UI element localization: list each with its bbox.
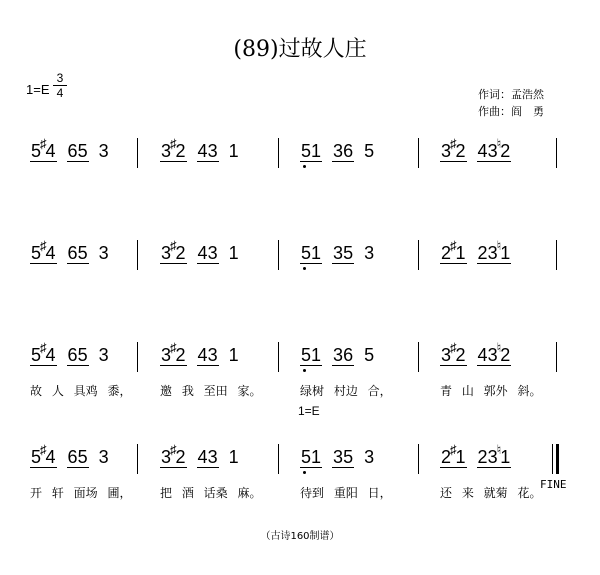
measure-notes [300,447,374,467]
note [99,447,109,467]
note-digit: 5 [31,345,42,365]
beamed-note-group [67,345,89,366]
note-digit: 3 [98,345,109,365]
key-signature: 1=E [26,82,50,97]
score-row [0,444,600,484]
lyric-line: 青 山 郭外 斜。 [440,384,542,398]
barline [137,444,138,474]
note-digit: 5 [77,141,88,161]
barline [278,444,279,474]
beamed-note-group [332,345,354,366]
measure-notes [160,442,239,469]
score-row [0,138,600,178]
note-spacer [219,447,229,467]
measure-notes [160,136,239,163]
note [364,141,374,161]
note-digit: 5 [364,141,375,161]
note-digit: 4 [477,345,488,365]
beamed-note-group [477,238,512,264]
beamed-note-group [197,141,219,162]
final-barline [556,444,559,474]
lyric-line: 开 轩 面场 圃， [30,486,132,500]
note-digit: 5 [343,447,354,467]
sharp-accidental-icon: ♯ [170,442,177,457]
note [99,141,109,161]
footer-note: （古诗160制谱） [260,531,340,542]
note-digit: 5 [301,141,312,161]
measure-notes [300,141,374,161]
note-spacer [354,345,364,365]
sharp-accidental-icon: ♯ [450,442,457,457]
note-digit: 3 [333,447,344,467]
measure-notes [440,340,511,367]
measure-notes [30,136,109,163]
note-digit: 5 [343,243,354,263]
barline [278,240,279,270]
beamed-note-group [477,442,512,468]
note-digit: 4 [197,447,208,467]
song-title: (89)过故人庄 [233,37,367,62]
measure-notes [30,442,109,469]
note-digit: 3 [207,345,218,365]
note-spacer [89,243,99,263]
note-digit: 2 [500,141,511,161]
note-digit: 2 [500,345,511,365]
note-digit: 3 [441,141,452,161]
measure-notes [440,136,511,163]
barline [137,240,138,270]
beamed-note-group [197,345,219,366]
note-digit: 3 [487,141,498,161]
note-digit: 1 [228,243,239,263]
note-digit: 5 [301,447,312,467]
beamed-note-group [332,141,354,162]
natural-accidental-icon: ♮ [496,136,502,151]
note-spacer [187,243,197,263]
note-digit: 3 [364,243,375,263]
note-digit: 3 [161,345,172,365]
measure-notes [30,238,109,265]
barline [552,444,553,474]
beamed-note-group [300,345,322,366]
barline [556,342,557,372]
sharp-accidental-icon: ♯ [450,238,457,253]
barline [278,342,279,372]
note-digit: 3 [441,345,452,365]
note-digit: 1 [228,345,239,365]
barline [556,138,557,168]
note [229,243,239,263]
note-digit: 2 [441,447,452,467]
note-spacer [354,141,364,161]
beamed-note-group [440,340,467,366]
beamed-note-group [440,238,467,264]
low-octave-dot [303,267,306,270]
lyric-line: 绿树 村边 合， [300,384,392,398]
lyric-line: 邀 我 至田 家。 [160,384,262,398]
beamed-note-group [300,243,322,264]
note-digit: 2 [175,141,186,161]
beamed-note-group [197,243,219,264]
modulation-key: 1=E [298,404,320,418]
beamed-note-group [332,243,354,264]
note-digit: 1 [311,345,322,365]
beamed-note-group [440,442,467,468]
note-digit: 3 [487,447,498,467]
note [364,243,374,263]
note-digit: 1 [455,447,466,467]
measure-notes [300,345,374,365]
barline [418,342,419,372]
note-digit: 3 [161,447,172,467]
beamed-note-group [477,340,512,366]
note-digit: 1 [311,141,322,161]
note-spacer [89,345,99,365]
note-digit: 3 [207,141,218,161]
note-digit: 5 [301,243,312,263]
measure-notes [440,238,511,265]
note-digit: 5 [77,345,88,365]
note-digit: 5 [31,447,42,467]
note-digit: 4 [477,141,488,161]
beamed-note-group [477,136,512,162]
time-signature-top: 3 [53,71,67,86]
note-digit: 1 [500,243,511,263]
note-digit: 3 [487,243,498,263]
low-octave-dot [303,369,306,372]
sharp-accidental-icon: ♯ [40,442,47,457]
lyric-line: 还 来 就菊 花。 [440,486,542,500]
sharp-accidental-icon: ♯ [170,340,177,355]
lyric-line: 把 酒 话桑 麻。 [160,486,262,500]
sharp-accidental-icon: ♯ [450,136,457,151]
note-digit: 1 [311,243,322,263]
beamed-note-group [160,340,187,366]
note-spacer [219,243,229,263]
sharp-accidental-icon: ♯ [40,136,47,151]
barline [137,138,138,168]
note-digit: 3 [333,345,344,365]
note-spacer [57,447,67,467]
note-spacer [322,243,332,263]
barline [418,138,419,168]
note-spacer [219,345,229,365]
note-digit: 3 [161,243,172,263]
note-digit: 3 [161,141,172,161]
note [229,345,239,365]
beamed-note-group [30,238,57,264]
note-spacer [322,141,332,161]
beamed-note-group [300,141,322,162]
beamed-note-group [67,447,89,468]
beamed-note-group [67,141,89,162]
note-digit: 5 [301,345,312,365]
note-digit: 5 [31,141,42,161]
note-spacer [467,243,477,263]
note-digit: 4 [197,345,208,365]
note [99,345,109,365]
lyric-line: 待到 重阳 日， [300,486,392,500]
beamed-note-group [440,136,467,162]
beamed-note-group [332,447,354,468]
note-digit: 5 [31,243,42,263]
note-digit: 4 [45,447,56,467]
note-digit: 3 [98,447,109,467]
note-digit: 4 [45,141,56,161]
sharp-accidental-icon: ♯ [170,238,177,253]
score-row [0,342,600,382]
note-spacer [89,141,99,161]
natural-accidental-icon: ♮ [496,340,502,355]
note-digit: 4 [197,141,208,161]
low-octave-dot [303,165,306,168]
note-spacer [187,345,197,365]
note-digit: 3 [207,243,218,263]
note-spacer [57,345,67,365]
note-spacer [57,141,67,161]
beamed-note-group [67,243,89,264]
barline [556,240,557,270]
note-digit: 6 [343,345,354,365]
note [229,141,239,161]
sharp-accidental-icon: ♯ [170,136,177,151]
natural-accidental-icon: ♮ [496,238,502,253]
note-digit: 6 [67,345,78,365]
note-digit: 1 [228,141,239,161]
time-signature-bottom: 4 [56,86,64,100]
measure-notes [160,238,239,265]
time-signature [53,71,67,100]
note-spacer [354,243,364,263]
note-digit: 1 [228,447,239,467]
note-spacer [89,447,99,467]
note-digit: 1 [311,447,322,467]
note-digit: 2 [175,447,186,467]
note-spacer [467,447,477,467]
note-digit: 1 [500,447,511,467]
note-digit: 6 [343,141,354,161]
note-digit: 6 [67,141,78,161]
note-digit: 4 [45,345,56,365]
lyricist-credit: 作词：孟浩然 [478,88,544,101]
note-spacer [57,243,67,263]
beamed-note-group [300,447,322,468]
sharp-accidental-icon: ♯ [450,340,457,355]
measure-notes [440,442,511,469]
note [99,243,109,263]
note-digit: 2 [441,243,452,263]
note-digit: 6 [67,243,78,263]
note-digit: 1 [455,243,466,263]
composer-credit: 作曲：阎 勇 [478,105,544,118]
measure-notes [30,340,109,367]
note-digit: 5 [77,243,88,263]
beamed-note-group [30,340,57,366]
barline [418,444,419,474]
note-digit: 2 [455,345,466,365]
note-digit: 2 [175,345,186,365]
note-digit: 2 [455,141,466,161]
beamed-note-group [30,136,57,162]
low-octave-dot [303,471,306,474]
note-digit: 2 [175,243,186,263]
sharp-accidental-icon: ♯ [40,238,47,253]
beamed-note-group [160,136,187,162]
note-spacer [467,345,477,365]
note-spacer [322,447,332,467]
beamed-note-group [30,442,57,468]
note-spacer [219,141,229,161]
lyric-line: 故 人 具鸡 黍， [30,384,132,398]
note-digit: 5 [364,345,375,365]
note-digit: 2 [477,447,488,467]
note-digit: 3 [207,447,218,467]
note-digit: 3 [487,345,498,365]
note-digit: 3 [333,243,344,263]
note-digit: 4 [45,243,56,263]
note [364,447,374,467]
sharp-accidental-icon: ♯ [40,340,47,355]
score-row [0,240,600,280]
note-digit: 4 [197,243,208,263]
note-digit: 2 [477,243,488,263]
beamed-note-group [197,447,219,468]
note-spacer [187,447,197,467]
note-spacer [467,141,477,161]
note-digit: 5 [77,447,88,467]
note-spacer [354,447,364,467]
note [229,447,239,467]
note-digit: 3 [98,141,109,161]
beamed-note-group [160,442,187,468]
fine-marker: FINE [540,478,567,491]
barline [418,240,419,270]
natural-accidental-icon: ♮ [496,442,502,457]
note-digit: 3 [98,243,109,263]
measure-notes [160,340,239,367]
note-spacer [322,345,332,365]
note-digit: 3 [333,141,344,161]
note [364,345,374,365]
barline [137,342,138,372]
note-digit: 3 [364,447,375,467]
barline [278,138,279,168]
note-spacer [187,141,197,161]
note-digit: 6 [67,447,78,467]
beamed-note-group [160,238,187,264]
measure-notes [300,243,374,263]
